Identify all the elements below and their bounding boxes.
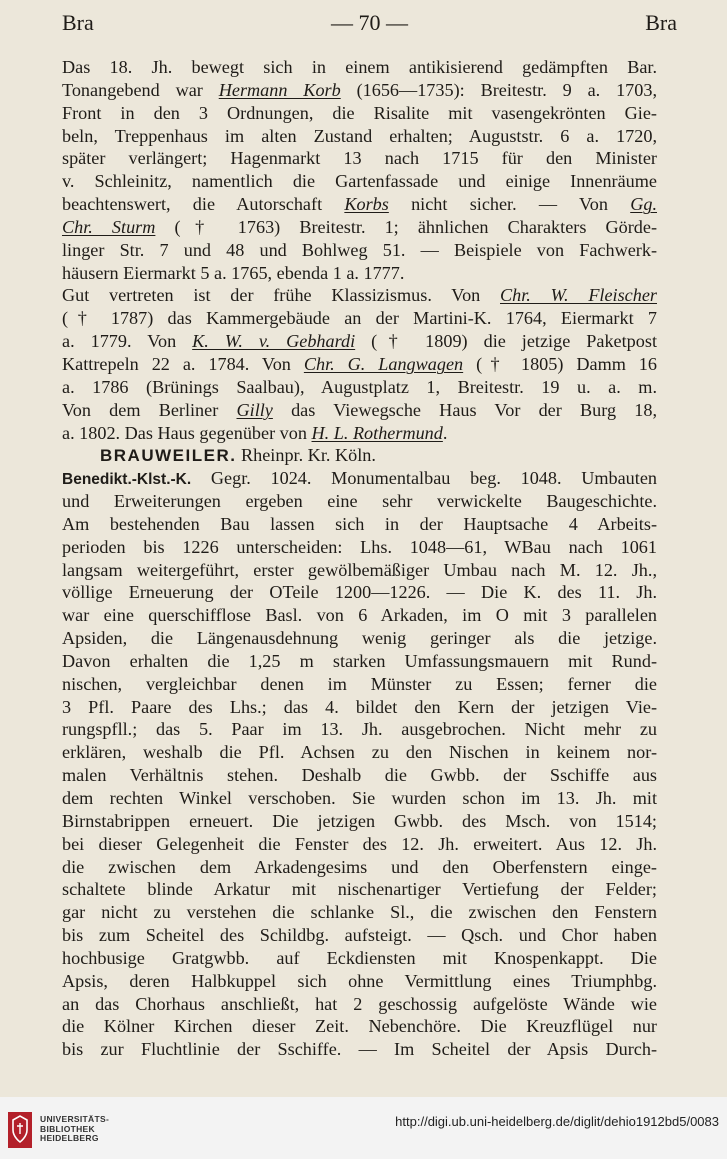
text-line [62,170,657,193]
text-run: a. 1802. Das Haus gegenüber von [62,422,312,443]
text-run: das Viewegsche Haus Vor der Burg 18, [272,399,657,420]
text-run: gar nicht zu verstehen die schlanke Sl., die zwischen den Fenstern [62,902,657,923]
text-run: hochbusige Gratgwbb. auf Eckdiensten mit Knospenkappt. Die [62,947,657,968]
text-run: Am bestehenden Bau lassen sich in der Hauptsache 4 Arbeits- [62,513,657,534]
text-run: später verlängert; Hagenmarkt 13 nach 1715 für den Minister [62,148,657,169]
library-name-line: BIBLIOTHEK [40,1123,95,1134]
text-line [62,147,657,170]
text-run: linger Str. 7 und 48 und Bohlweg 51. — Beispiele von Fachwerk- [62,239,657,260]
text-line [62,216,657,239]
text-line [62,536,657,559]
text-line [62,422,657,445]
text-run: völlige Erneuerung der OTeile 1200—1226. — Die K. des 11. Jh. [62,582,657,603]
text-run: († 1805) Damm 16 [463,353,657,374]
text-run: Gut vertreten ist der frühe Klassizismus. Von [62,285,500,306]
text-line [62,376,657,399]
text-line [62,262,657,285]
text-run: malen Verhältnis stehen. Deshalb die Gwbb. der Sschiffe aus [62,765,657,786]
text-run: die Kölner Kirchen dieser Zeit. Nebenchöre. Die Kreuzflügel nur [62,1016,657,1037]
person-name: H. L. Rothermund [311,422,443,443]
text-line [62,970,657,993]
text-line [62,741,657,764]
text-run: Kattrepeln 22 a. 1784. Von [62,353,304,374]
text-run: schaltete blinde Arkatur mit nischenartiger Vertiefung der Felder; [62,879,657,900]
text-run: Gegr. 1024. Monumentalbau beg. 1048. Umbauten [191,468,657,489]
header-right-keyword: Bra [645,10,677,35]
text-run: nicht sicher. — Von [388,194,631,215]
person-name: Gilly [236,399,273,420]
section-heading: BRAUWEILER. [100,446,237,466]
running-header [62,10,677,40]
person-name: Hermann Korb [218,79,341,100]
text-line [62,901,657,924]
text-run: Davon erhalten die 1,25 m starken Umfassungsmauern mit Rund- [62,650,657,671]
page-number: — 70 — [331,10,408,35]
text-line [62,856,657,879]
text-line [62,102,657,125]
text-line [62,307,657,330]
text-run: bis zur Fluchtlinie der Sschiffe. — Im Scheitel der Apsis Durch- [62,1039,657,1060]
person-name: Chr. G. Langwagen [303,353,464,374]
text-run: bis zum Scheitel des Schildbg. aufsteigt. — Qsch. und Chor haben [62,925,657,946]
text-line [62,444,657,467]
library-footer [0,1097,727,1159]
text-run: langsam weitergeführt, erster gewölbemäßiger Umbau nach M. 12. Jh., [62,559,657,580]
text-run: (1656—1735): Breitestr. 9 a. 1703, [340,79,657,100]
text-run: beln, Treppenhaus im alten Zustand erhalten; Auguststr. 6 a. 1720, [62,125,657,146]
text-line [62,193,657,216]
person-name: Chr. Sturm [62,216,156,237]
text-line [62,467,657,490]
text-run: Das 18. Jh. bewegt sich in einem antikisierend gedämpften Bar. [62,57,657,77]
text-line [62,581,657,604]
text-run: Von dem Berliner [62,399,237,420]
header-left-keyword: Bra [62,10,94,35]
text-line [62,833,657,856]
text-line [62,399,657,422]
text-line [62,696,657,719]
text-line [62,924,657,947]
library-name-line: UNIVERSITÄTS- [40,1114,110,1124]
text-run: und Erweiterungen ergeben eine sehr verwickelte Baugeschichte. [62,491,657,512]
person-name: Chr. W. Fleischer [500,285,657,306]
text-run: die zwischen dem Arkadengesims und den Oberfenstern einge- [62,856,657,877]
source-url-link[interactable]: http://digi.ub.uni-heidelberg.de/diglit/dehio1912bd5/0083 [395,1114,719,1129]
person-name: K. W. v. Gebhardi [192,331,356,352]
person-name: Gg. [630,194,657,215]
text-run: a. 1786 (Brünings Saalbau), Augustplatz 1, Breitestr. 19 u. a. m. [62,376,657,397]
text-run: nischen, vergleichbar denen im Münster zu Essen; ferner die [62,673,657,694]
text-line [62,947,657,970]
text-run: Birnstabrippen erneuert. Die jetzigen Gwbb. des Msch. von 1514; [62,810,657,831]
text-line [62,1015,657,1038]
text-run: . [442,422,448,443]
text-body [62,56,657,1061]
text-line [62,284,657,307]
university-library-logo-icon [8,1112,32,1148]
text-line [62,650,657,673]
text-line [62,490,657,513]
text-run: beachtenswert, die Autorschaft [62,194,345,215]
text-run: bei dieser Gelegenheit die Fenster des 12. Jh. erweitert. Aus 12. Jh. [62,833,657,854]
text-line [62,810,657,833]
text-line [62,787,657,810]
text-line [62,764,657,787]
text-run: Apsiden, die Längenausdehnung wenig geringer als die jetzige. [62,628,657,649]
text-line [62,239,657,262]
text-run: perioden bis 1226 unterscheiden: Lhs. 1048—61, WBau nach 1061 [62,536,657,557]
library-name-line: HEIDELBERG [40,1133,99,1143]
text-run: († 1787) das Kammergebäude an der Martini-K. 1764, Eiermarkt 7 [62,308,657,329]
text-line [62,1038,657,1061]
text-line [62,993,657,1016]
text-run: v. Schleinitz, namentlich die Gartenfassade und einige Innenräume [62,171,657,192]
person-name: Korbs [344,194,389,215]
library-name [40,1115,109,1144]
text-run: a. 1779. Von [62,331,193,352]
text-run: dem rechten Winkel verschoben. Sie wurden schon im 13. Jh. mit [62,788,657,808]
text-line [62,330,657,353]
text-line [62,353,657,376]
text-run: rungspfll.; das 5. Paar im 13. Jh. ausgebrochen. Nicht mehr zu [62,719,657,740]
text-line [62,559,657,582]
text-line [62,878,657,901]
text-line [62,604,657,627]
entry-lead: Benedikt.-Klst.-K. [62,471,192,489]
text-run: erklären, weshalb die Pfl. Achsen zu den Nischen in keinem nor- [62,742,657,763]
text-line [62,513,657,536]
text-run: häusern Eiermarkt 5 a. 1765, ebenda 1 a. 1777. [62,262,405,283]
text-run: († 1809) die jetzige Paketpost [355,331,657,352]
text-line [62,627,657,650]
text-line [62,125,657,148]
text-run: Tonangebend war [62,79,219,100]
text-line [62,718,657,741]
text-run: Front in den 3 Ordnungen, die Risalite mit vasengekrönten Gie- [62,102,657,123]
text-line [62,673,657,696]
text-run: Rheinpr. Kr. Köln. [236,445,376,466]
text-line [62,56,657,79]
text-run: war eine querschifflose Basl. von 6 Arkaden, im O mit 3 parallelen [62,605,657,626]
text-line [62,79,657,102]
text-run: an das Chorhaus anschließt, hat 2 geschossig aufgelöste Wände wie [62,993,657,1014]
text-run: 3 Pfl. Paare des Lhs.; das 4. bildet den Kern der jetzigen Vie- [62,696,657,717]
text-run: († 1763) Breitestr. 1; ähnlichen Charakters Görde- [155,216,657,237]
text-run: Apsis, deren Halbkuppel sich ohne Vermittlung eines Triumphbg. [62,970,657,991]
